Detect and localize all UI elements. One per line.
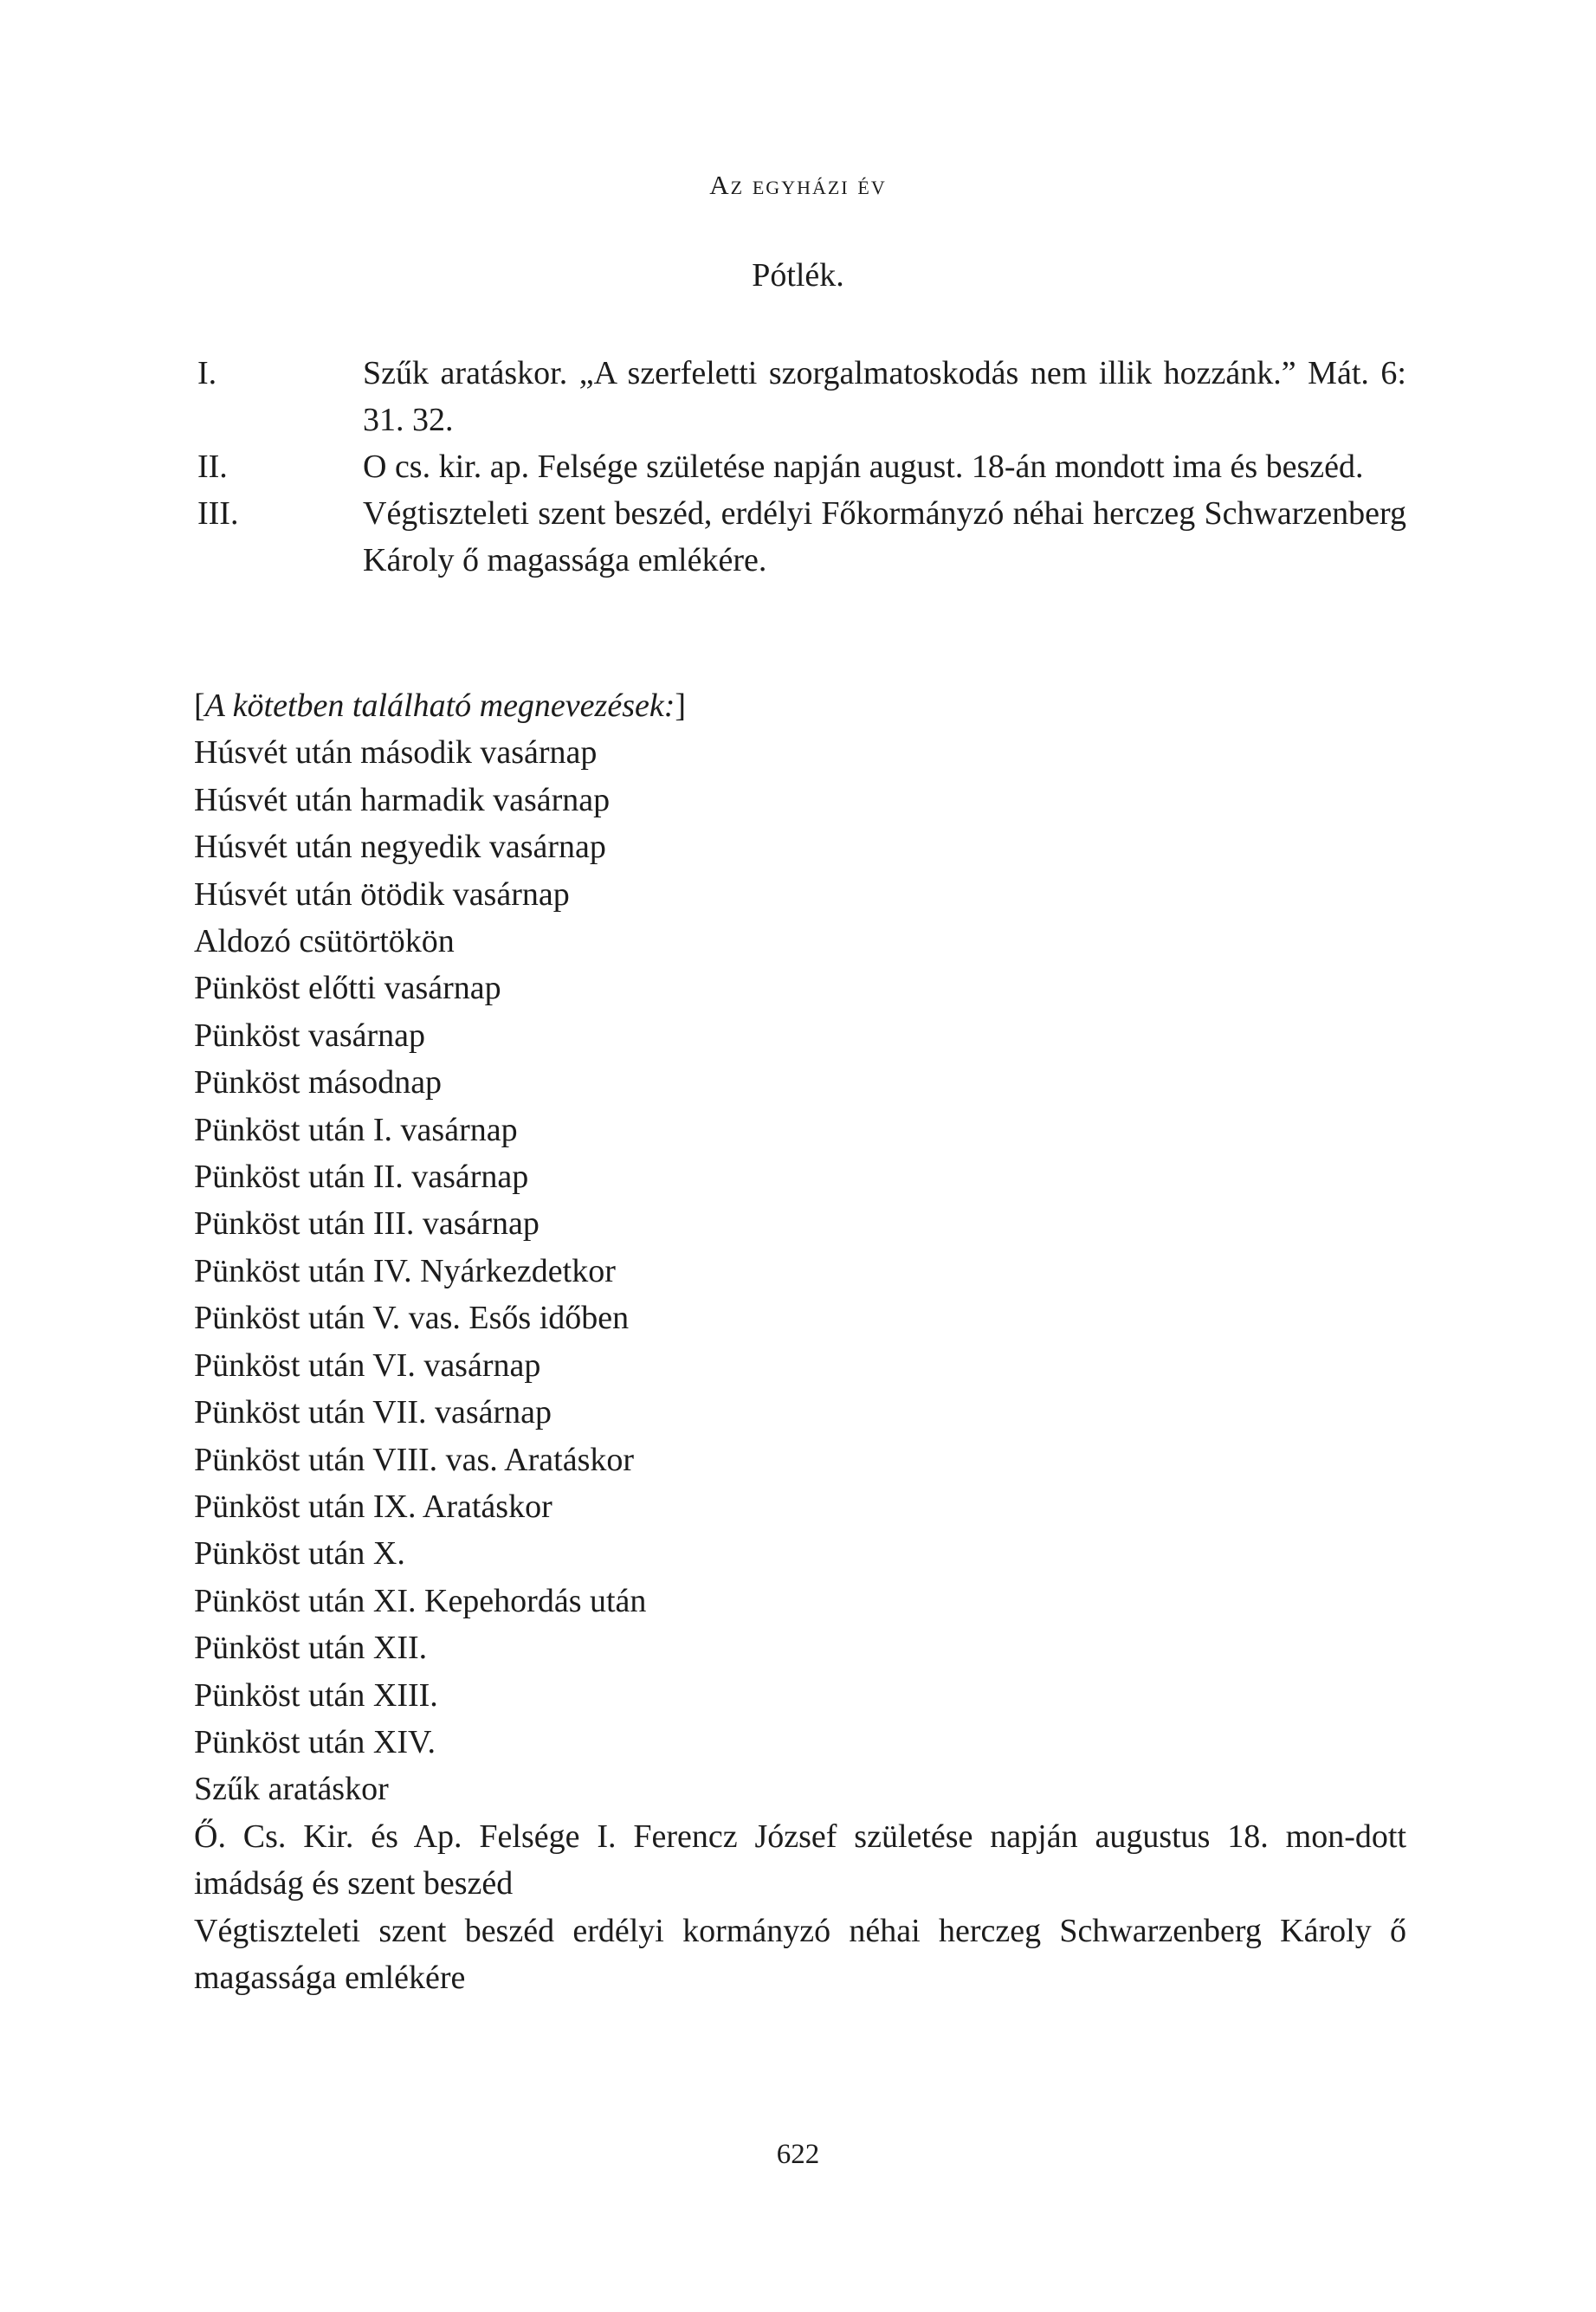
contents-number: I. [197,355,217,391]
names-item: Pünköst után VII. vasárnap [194,1394,552,1431]
section-title: Pótlék. [752,257,844,294]
names-item: Végtiszteleti szent beszéd erdélyi kormányzó néhai herczeg Schwarzenberg Károly ő magassága emlékére [194,1912,1406,1996]
names-item: Pünköst után VIII. vas. Aratáskor [194,1441,635,1478]
contents-number: III. [197,495,239,532]
names-block [194,682,1406,2001]
names-item: Pünköst után I. vasárnap [194,1111,518,1148]
names-item: Húsvét után második vasárnap [194,734,598,772]
contents-row [194,490,1406,584]
names-item: Szűk aratáskor [194,1771,389,1808]
names-item: Aldozó csütörtökön [194,923,455,960]
contents-text: Végtiszteleti szent beszéd, erdélyi Főkormányzó néhai herczeg Schwarzenberg Károly ő magassága emlékére. [363,495,1406,578]
contents-number: II. [197,449,228,485]
running-head: Az egyházi év [709,170,887,200]
names-item: Pünköst után V. vas. Esős időben [194,1300,630,1337]
names-item: Húsvét után ötödik vasárnap [194,875,570,913]
names-item: Pünköst után VI. vasárnap [194,1347,541,1384]
contents-row [194,443,1406,490]
names-item: Pünköst után XII. [194,1630,428,1667]
names-item: Pünköst után XIII. [194,1676,438,1714]
names-item: Húsvét után negyedik vasárnap [194,829,606,866]
names-item: Húsvét után harmadik vasárnap [194,781,611,818]
names-item: Pünköst után IX. Aratáskor [194,1488,552,1525]
names-item: Pünköst után X. [194,1535,405,1573]
contents-text: O cs. kir. ap. Felsége születése napján august. 18-án mondott ima és beszéd. [363,449,1364,485]
names-item: Pünköst után III. vasárnap [194,1205,540,1243]
names-item: Ő. Cs. Kir. és Ap. Felsége I. Ferencz József születése napján augustus 18. mon-dott imádság és szent beszéd [194,1818,1406,1902]
names-item: Pünköst után IV. Nyárkezdetkor [194,1252,616,1289]
names-heading-close-bracket: ] [675,688,687,724]
names-heading-text: A kötetben található megnevezések: [204,688,675,724]
contents-list [194,350,1406,584]
names-item: Pünköst után XIV. [194,1723,436,1760]
names-item: Pünköst után XI. Kepehordás után [194,1582,647,1619]
names-heading [194,682,1406,729]
names-item: Pünköst vasárnap [194,1017,426,1054]
names-item: Pünköst másodnap [194,1064,443,1101]
names-heading-open-bracket: [ [194,688,205,724]
contents-text: Szűk aratáskor. „A szerfeletti szorgalmatoskodás nem illik hozzánk.” Mát. 6: 31. 32. [363,355,1406,438]
contents-row [194,350,1406,443]
names-item: Pünköst előtti vasárnap [194,970,501,1007]
page-number: 622 [776,2139,820,2170]
names-item: Pünköst után II. vasárnap [194,1159,529,1196]
